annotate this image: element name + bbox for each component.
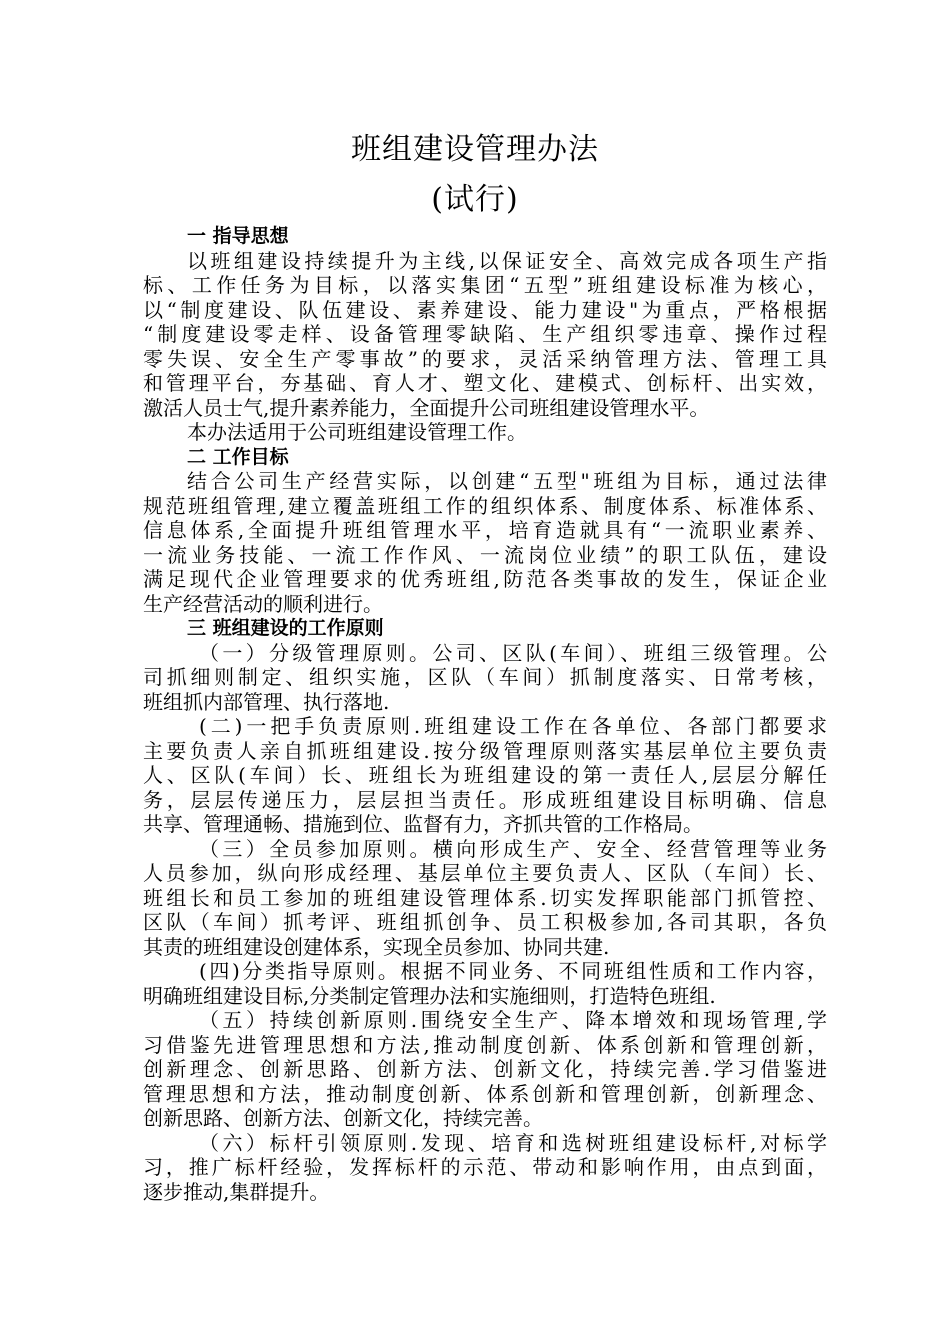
body-line: 务，层层传递压力，层层担当责任。形成班组建设目标明确、信息 [143,787,827,812]
paragraph-last-line: 创新思路、创新方法、创新文化，持续完善。 [143,1106,543,1130]
document-title: 班组建设管理办法 [351,132,599,167]
body-line: 习，推广标杆经验，发挥标杆的示范、带动和影响作用，由点到面， [143,1155,827,1179]
paragraph-first-line: 本办法适用于公司班组建设管理工作。 [187,420,527,444]
body-line: 满足现代企业管理要求的优秀班组,防范各类事故的发生，保证企业 [143,567,827,591]
document-body [143,224,827,1204]
body-line: 主要负责人亲自抓班组建设.按分级管理原则落实基层单位主要负责 [143,738,827,763]
body-line: 习借鉴先进管理思想和方法,推动制度创新、体系创新和管理创新， [143,1032,827,1057]
section-heading: 三 班组建设的工作原则 [187,617,384,639]
paragraph-last-line: 生产经营活动的顺利进行。 [143,591,383,616]
body-line: 管理思想和方法，推动制度创新、体系创新和管理创新，创新理念、 [143,1081,827,1106]
body-line: 和管理平台，夯基础、育人才、塑文化、建模式、创标杆、出实效， [143,371,827,395]
paragraph-first-line: 以班组建设持续提升为主线,以保证安全、高效完成各项生产指 [187,248,827,273]
body-line: 信息体系,全面提升班组管理水平，培育造就具有“一流职业素养、 [143,518,827,542]
body-line: 司抓细则制定、组织实施，区队（车间）抓制度落实、日常考核， [143,665,827,689]
section-heading: 一 指导思想 [187,225,289,247]
principle-first-line: (二)一把手负责原则.班组建设工作在各单位、各部门都要求 [199,714,827,738]
paragraph-last-line: 明确班组建设目标,分类制定管理办法和实施细则，打造特色班组. [143,983,716,1008]
body-line: 以“制度建设、队伍建设、素养建设、能力建设"为重点，严格根据 [143,297,827,322]
body-line: 规范班组管理,建立覆盖班组工作的组织体系、制度体系、标准体系、 [143,493,827,518]
principle-first-line: （五）持续创新原则.围绕安全生产、降本增效和现场管理,学 [199,1008,827,1032]
body-line: 人员参加，纵向形成经理、基层单位主要负责人、区队（车间）长、 [143,861,827,885]
body-line: 一流业务技能、一流工作作风、一流岗位业绩”的职工队伍，建设 [143,542,827,567]
paragraph-last-line: 逐步推动,集群提升。 [143,1179,330,1204]
paragraph-last-line: 共享、管理通畅、措施到位、监督有力，齐抓共管的工作格局。 [143,812,703,836]
principle-first-line: （六）标杆引领原则.发现、培育和选树班组建设标杆,对标学 [199,1130,827,1155]
body-line: 班组长和员工参加的班组建设管理体系.切实发挥职能部门抓管控、 [143,885,827,910]
section-heading: 二 工作目标 [187,445,289,468]
principle-first-line: （一）分级管理原则。公司、区队(车间）、班组三级管理。公 [199,640,827,665]
body-line: 创新理念、创新思路、创新方法、创新文化，持续完善.学习借鉴进 [143,1057,827,1081]
principle-first-line: （三）全员参加原则。横向形成生产、安全、经营管理等业务 [199,836,827,861]
body-line: “制度建设零走样、设备管理零缺陷、生产组织零违章、操作过程 [143,322,827,346]
body-line: 标、工作任务为目标，以落实集团“五型”班组建设标准为核心， [143,273,827,297]
paragraph-last-line: 班组抓内部管理、执行落地. [143,689,390,714]
paragraph-first-line: 结合公司生产经营实际，以创建“五型"班组为目标，通过法律 [187,469,827,493]
paragraph-last-line: 其责的班组建设创建体系，实现全员参加、协同共建. [143,934,610,959]
principle-first-line: (四)分类指导原则。根据不同业务、不同班组性质和工作内容， [199,959,827,983]
body-line: 区队（车间）抓考评、班组抓创争、员工积极参加,各司其职，各负 [143,910,827,934]
document-subtitle: (试行) [431,182,519,217]
paragraph-last-line: 激活人员士气,提升素养能力，全面提升公司班组建设管理水平。 [143,395,710,420]
body-line: 零失误、安全生产零事故”的要求，灵活采纳管理方法、管理工具 [143,346,827,371]
body-line: 人、区队(车间）长、班组长为班组建设的第一责任人,层层分解任 [143,763,827,787]
